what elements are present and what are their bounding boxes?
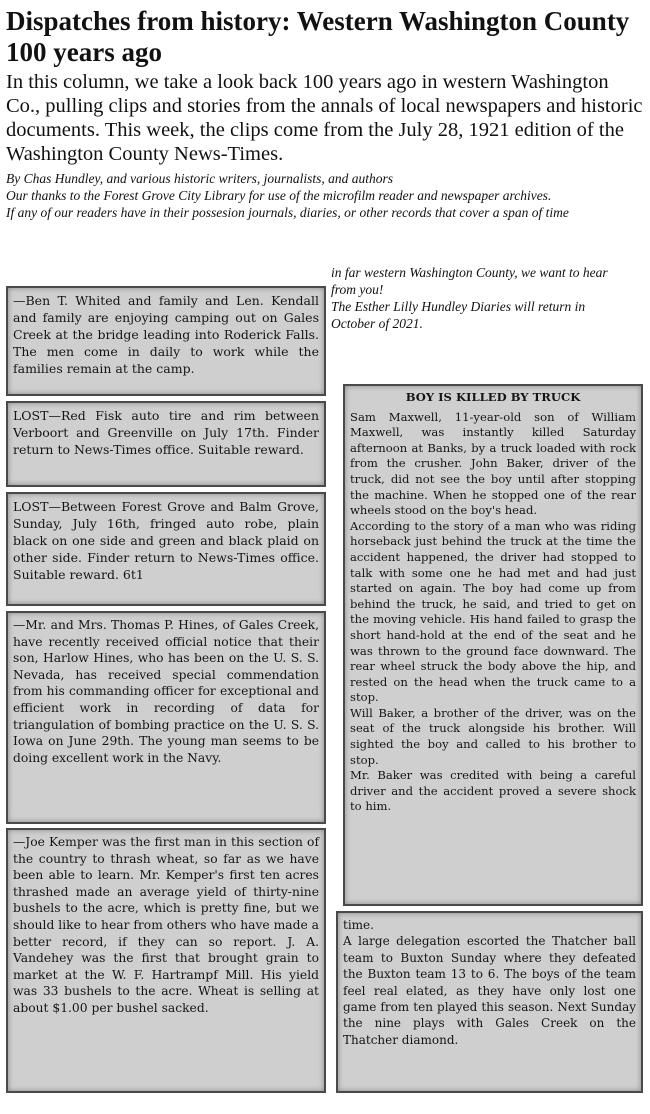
clip-paragraph: Will Baker, a brother of the driver, was on the seat of the truck alongside his brother. Will sighted the boy and called to his brother to stop. — [350, 705, 636, 767]
call-for-records-part1: If any of our readers have in their possesion journals, diaries, or other records that cover a span of time — [6, 205, 569, 220]
clip-boy-killed-by-truck — [343, 384, 643, 906]
clip-lost-robe — [6, 492, 326, 606]
clip-paragraph: According to the story of a man who was riding horseback just behind the truck at the time the accident happened, the driver had stopped to talk with some one he had met and had just started on again. The boy had come up from behind the truck, he said, and tried to get on the moving vehicle. His hand failed to grasp the short hand-hold at the end of the seat and he was thrown to the ground face downward. The rear wheel struck the body above the hip, and rested on the head when the truck came to a stop. — [350, 518, 636, 705]
byline: By Chas Hundley, and various historic writers, journalists, and authors — [6, 171, 394, 186]
clip-text: LOST—Between Forest Grove and Balm Grove, Sunday, July 16th, fringed auto robe, plain black on one side and green and black plaid on other side. Finder return to News-Times office. Suitable reward. 6t1 — [13, 499, 319, 582]
clip-thatcher-ball-team — [336, 911, 643, 1093]
clip-text: —Ben T. Whited and family and Len. Kendall and family are enjoying camping out on Gales Creek at the bridge leading into Roderick Falls. The men come in daily to work while the families remain at the camp. — [13, 293, 319, 376]
clip-hines-navy — [6, 611, 326, 824]
clip-text: —Mr. and Mrs. Thomas P. Hines, of Gales Creek, have recently received official notice that their son, Harlow Hines, who has been on the U. S. S. Nevada, has received special commendation from his commanding officer for exceptional and efficient work in recording of data for triangulation of bombing practice on the U. S. S. Iowa on June 29th. The young man seems to be doing excellent work in the Navy. — [13, 618, 319, 765]
clip-lead-fragment: time. — [343, 918, 374, 932]
article-header — [6, 6, 646, 221]
sidebar-notes — [331, 264, 631, 332]
clip-whited-camping — [6, 286, 326, 396]
clip-paragraph: Mr. Baker was credited with being a careful driver and the accident proved a severe shock to him. — [350, 768, 636, 814]
clip-text: —Joe Kemper was the first man in this section of the country to thrash wheat, so far as we have been able to learn. Mr. Kemper's first ten acres thrashed made an average yield of thirty-nine bushels to the acre, which is pretty fine, but we should like to hear from others who have made a better record, if they can so report. J. A. Vandehey was the first that brought grain to market at the W. F. Hartrampf Mill. His yield was 33 bushels to the acre. Wheat is selling at about $1.00 per bushel sacked. — [13, 835, 319, 1015]
intro-paragraph: In this column, we take a look back 100 years ago in western Washington Co., pulling clips and stories from the annals of local newspapers and historic documents. This week, the clips come from the July 28, 1921 edition of the Washington County News-Times. — [6, 71, 643, 165]
diaries-note: The Esther Lilly Hundley Diaries will return in October of 2021. — [331, 299, 586, 331]
clip-headline: BOY IS KILLED BY TRUCK — [405, 390, 581, 404]
page-title: Dispatches from history: Western Washington County 100 years ago — [6, 6, 630, 67]
clip-lost-tire — [6, 401, 326, 487]
clip-paragraph: Sam Maxwell, 11-year-old son of William Maxwell, was instantly killed Saturday afternoon at Banks, by a truck loaded with rock from the crusher. John Baker, driver of the truck, did not see the boy until after stopping the machine. When he stopped one of the rear wheels stood on the boy's head. — [350, 409, 636, 518]
clip-kemper-wheat — [6, 828, 326, 1093]
clip-text: A large delegation escorted the Thatcher ball team to Buxton Sunday where they defeated the Buxton team 13 to 6. The boys of the team feel real elated, as they have only lost one game from ten played this season. Next Sunday the nine plays with Gales Creek on the Thatcher diamond. — [343, 934, 636, 1047]
clip-text: LOST—Red Fisk auto tire and rim between Verboort and Greenville on July 17th. Finder return to News-Times office. Suitable reward. — [13, 408, 319, 457]
thanks-note: Our thanks to the Forest Grove City Library for use of the microfilm reader and newspaper archives. — [6, 188, 552, 203]
call-for-records-part2: in far western Washington County, we want to hear from you! — [331, 265, 608, 297]
